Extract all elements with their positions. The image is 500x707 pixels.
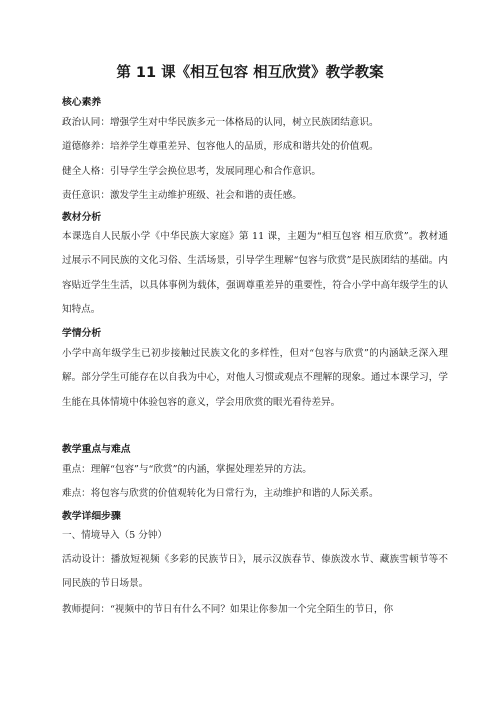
core-item-political: 政治认同：增强学生对中华民族多元一体格局的认同，树立民族团结意识。 bbox=[62, 117, 379, 128]
core-item-personality: 健全人格：引导学生学会换位思考，发展同理心和合作意识。 bbox=[62, 166, 322, 177]
keypoint-difficulty: 难点：将包容与欣赏的价值观转化为日常行为，主动维护和谐的人际关系。 bbox=[62, 488, 379, 499]
keypoint-focus: 重点：理解“包容”与“欣赏”的内涵，掌握处理差异的方法。 bbox=[62, 464, 312, 475]
textbook-analysis-paragraph: 本课选自人民版小学《中华民族大家庭》第 11 课，主题为“相互包容 相互欣赏”。教材通过展示不同民族的文化习俗、生活场景，引导学生理解“包容与欣赏”是民族团结的基础。内容贴近学生生活，以具体事例为载体，强调尊重差异的重要性，符合小学中高年级学生的认知特点。 bbox=[62, 231, 448, 316]
section-heading-keypoints: 教学重点与难点 bbox=[62, 444, 131, 455]
document-title: 第 11 课《相互包容 相互欣赏》教学教案 bbox=[116, 65, 384, 81]
core-item-moral: 道德修养：培养学生尊重差异、包容他人的品质，形成和谐共处的价值观。 bbox=[62, 141, 379, 152]
step-activity-paragraph: 活动设计：播放短视频《多彩的民族节日》，展示汉族春节、傣族泼水节、藏族雪顿节等不同民族的节日场景。 bbox=[62, 554, 448, 590]
student-analysis-paragraph: 小学中高年级学生已初步接触过民族文化的多样性，但对“包容与欣赏”的内涵缺乏深入理解。部分学生可能存在以自我为中心，对他人习惯或观点不理解的现象。通过本课学习，学生能在具体情境中体验包容的意义，学会用欣赏的眼光看待差异。 bbox=[62, 348, 448, 408]
section-heading-core: 核心素养 bbox=[62, 97, 102, 108]
section-heading-students: 学情分析 bbox=[62, 328, 102, 339]
step-subheading-intro: 一、情境导入（5 分钟） bbox=[62, 530, 168, 541]
core-item-responsibility: 责任意识：激发学生主动维护班级、社会和谐的责任感。 bbox=[62, 190, 302, 201]
section-heading-steps: 教学详细步骤 bbox=[62, 511, 121, 522]
section-heading-textbook: 教材分析 bbox=[62, 212, 102, 223]
step-teacher-question: 教师提问：“视频中的节日有什么不同？如果让你参加一个完全陌生的节日，你 bbox=[62, 604, 394, 615]
